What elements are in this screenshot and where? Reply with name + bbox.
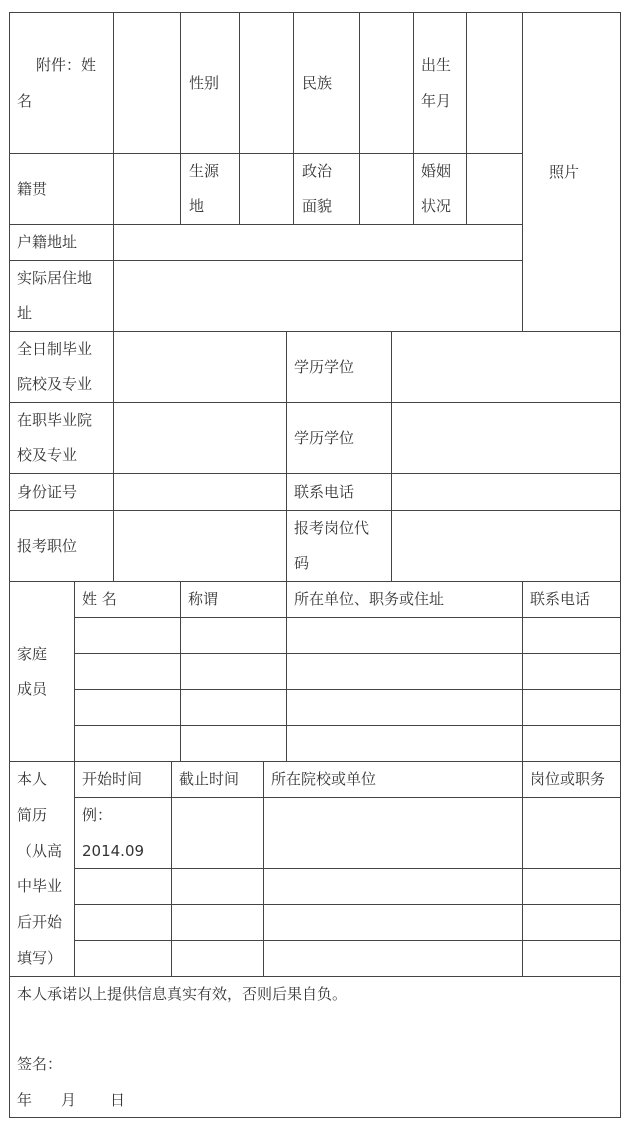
political-label: 政治 (302, 162, 333, 180)
resume-label-line: 简历 (17, 806, 48, 824)
family-col-phone: 联系电话 (530, 590, 591, 608)
position-code-label: 报考岗位代 (294, 519, 370, 537)
resume-label-line: 中毕业 (17, 877, 63, 895)
resume-label-line: 本人 (17, 770, 48, 788)
inservice-school-label-cont: 校及专业 (17, 446, 78, 464)
id-number-label: 身份证号 (17, 483, 78, 501)
photo-label: 照片 (549, 163, 580, 181)
name-label: 附件：姓 (36, 56, 97, 74)
position-code-label-cont: 码 (294, 554, 310, 572)
date-day-label: 日 (110, 1091, 126, 1109)
residence-label: 实际居住地 (17, 269, 93, 287)
residence-label-cont: 址 (17, 304, 33, 322)
resume-col-start: 开始时间 (82, 770, 143, 788)
gender-label: 性别 (189, 74, 220, 92)
resume-col-end: 截止时间 (179, 770, 240, 788)
family-label: 家庭 (17, 645, 48, 663)
origin-label: 生源 (189, 162, 220, 180)
fulltime-school-label: 全日制毕业 (17, 340, 93, 358)
family-col-name: 姓 名 (82, 590, 117, 608)
resume-example-date: 2014.09 (82, 842, 145, 860)
resume-label-line: 后开始 (17, 913, 63, 931)
origin-label-cont: 地 (189, 197, 205, 215)
date-year-label: 年 (17, 1091, 33, 1109)
family-label-cont: 成员 (17, 680, 48, 698)
household-address-label: 户籍地址 (17, 233, 78, 251)
date-month-label: 月 (61, 1091, 77, 1109)
name-label-cont: 名 (17, 92, 33, 110)
marital-label-cont: 状况 (421, 197, 452, 215)
position-label: 报考职位 (17, 537, 78, 555)
degree-label-2: 学历学位 (294, 429, 355, 447)
ethnicity-label: 民族 (302, 74, 333, 92)
marital-label: 婚姻 (421, 162, 452, 180)
pledge-statement: 本人承诺以上提供信息真实有效，否则后果自负。 (17, 985, 348, 1003)
resume-col-school: 所在院校或单位 (271, 770, 377, 788)
signature-label: 签名： (17, 1055, 63, 1073)
native-place-label: 籍贯 (17, 180, 48, 198)
family-col-unit: 所在单位、职务或住址 (294, 590, 445, 608)
degree-label-1: 学历学位 (294, 358, 355, 376)
resume-label-line: 填写） (17, 949, 63, 967)
resume-col-post: 岗位或职务 (530, 770, 606, 788)
phone-label: 联系电话 (294, 483, 355, 501)
resume-example-label: 例： (82, 806, 113, 824)
inservice-school-label: 在职毕业院 (17, 411, 93, 429)
political-label-cont: 面貌 (302, 197, 333, 215)
family-col-relation: 称谓 (188, 590, 219, 608)
birth-label: 出生 (421, 56, 452, 74)
birth-label-cont: 年月 (421, 92, 452, 110)
resume-label-line: （从高 (17, 842, 63, 860)
fulltime-school-label-cont: 院校及专业 (17, 375, 93, 393)
